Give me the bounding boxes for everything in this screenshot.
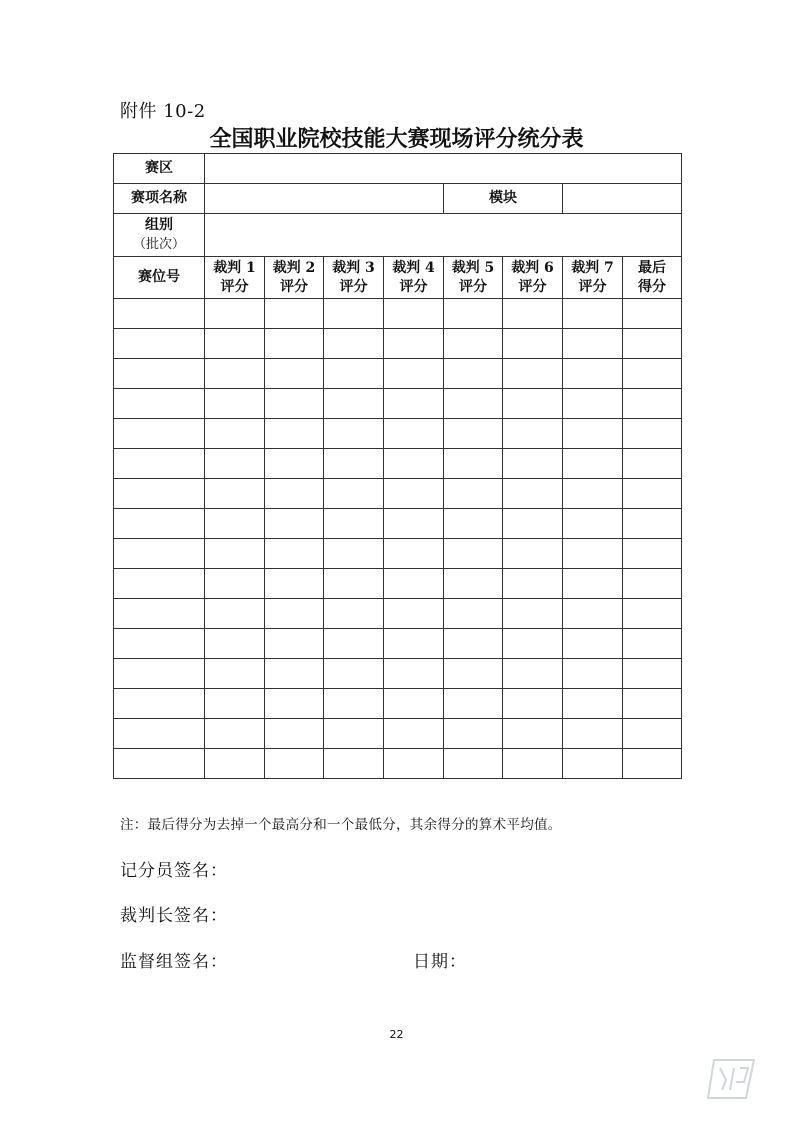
final-score-cell[interactable] — [623, 539, 682, 569]
judge-score-cell[interactable] — [324, 329, 384, 359]
judge-score-cell[interactable] — [503, 659, 563, 689]
judge-score-cell[interactable] — [444, 359, 503, 389]
judge-score-cell[interactable] — [503, 389, 563, 419]
judge-score-cell[interactable] — [503, 749, 563, 779]
judge-score-cell[interactable] — [444, 479, 503, 509]
judge-header-line2: 评分 — [280, 278, 308, 295]
seat-number-cell[interactable] — [114, 329, 205, 359]
score-row — [114, 629, 682, 659]
judge-score-cell[interactable] — [205, 599, 265, 629]
judge-score-cell[interactable] — [503, 509, 563, 539]
page-number: 22 — [389, 1028, 404, 1041]
final-score-cell[interactable] — [623, 689, 682, 719]
module-label: 模块 — [444, 184, 563, 214]
judge-score-cell[interactable] — [563, 449, 623, 479]
score-row — [114, 569, 682, 599]
judge-score-cell[interactable] — [265, 539, 324, 569]
judge-score-cell[interactable] — [265, 329, 324, 359]
final-score-cell[interactable] — [623, 359, 682, 389]
judge-score-cell[interactable] — [205, 539, 265, 569]
judge-score-cell[interactable] — [205, 659, 265, 689]
judge-score-cell[interactable] — [265, 479, 324, 509]
score-row — [114, 719, 682, 749]
document-title: 全国职业院校技能大赛现场评分统分表 — [209, 127, 584, 152]
seat-number-cell[interactable] — [114, 659, 205, 689]
final-score-cell[interactable] — [623, 659, 682, 689]
judge-header-line1: 裁判 5 — [451, 259, 495, 276]
judge-score-cell[interactable] — [324, 749, 384, 779]
judge-score-cell[interactable] — [563, 659, 623, 689]
judge-score-cell[interactable] — [384, 599, 444, 629]
judge-score-cell[interactable] — [563, 749, 623, 779]
judge-score-cell[interactable] — [265, 599, 324, 629]
score-row — [114, 749, 682, 779]
judge-score-cell[interactable] — [503, 629, 563, 659]
score-row — [114, 599, 682, 629]
judge-score-cell[interactable] — [265, 389, 324, 419]
judge-score-cell[interactable] — [384, 539, 444, 569]
judge-score-cell[interactable] — [444, 419, 503, 449]
judge-score-cell[interactable] — [265, 569, 324, 599]
final-score-cell[interactable] — [623, 419, 682, 449]
judge-score-cell[interactable] — [205, 689, 265, 719]
judge-score-cell[interactable] — [265, 419, 324, 449]
judge-score-cell[interactable] — [384, 569, 444, 599]
judge-score-cell[interactable] — [563, 359, 623, 389]
attachment-label: 附件 10-2 — [120, 101, 206, 122]
supervisor-signature-label: 监督组签名： — [120, 952, 228, 972]
judge-score-cell[interactable] — [324, 629, 384, 659]
judge-score-cell[interactable] — [563, 539, 623, 569]
final-score-header — [623, 257, 682, 299]
judge-score-cell[interactable] — [503, 569, 563, 599]
final-score-cell[interactable] — [623, 479, 682, 509]
judge-score-cell[interactable] — [563, 389, 623, 419]
judge-header-5 — [444, 257, 503, 299]
judge-score-cell[interactable] — [444, 509, 503, 539]
judge-header-4 — [384, 257, 444, 299]
seat-number-cell[interactable] — [114, 629, 205, 659]
watermark-logo-icon — [704, 1048, 768, 1112]
area-row — [114, 154, 682, 184]
seat-number-cell[interactable] — [114, 719, 205, 749]
score-row — [114, 419, 682, 449]
judge-header-6 — [503, 257, 563, 299]
judge-score-cell[interactable] — [503, 599, 563, 629]
judge-score-cell[interactable] — [384, 509, 444, 539]
final-header-line1: 最后 — [638, 259, 666, 276]
seat-number-header: 赛位号 — [114, 257, 205, 299]
final-score-cell[interactable] — [623, 329, 682, 359]
score-row — [114, 689, 682, 719]
judge-score-cell[interactable] — [324, 389, 384, 419]
judge-score-cell[interactable] — [444, 659, 503, 689]
judge-score-cell[interactable] — [324, 689, 384, 719]
group-input-cell[interactable] — [205, 214, 682, 257]
judge-score-cell[interactable] — [563, 509, 623, 539]
final-score-cell[interactable] — [623, 749, 682, 779]
judge-score-cell[interactable] — [444, 749, 503, 779]
judge-score-cell[interactable] — [205, 419, 265, 449]
judge-score-cell[interactable] — [384, 629, 444, 659]
judge-score-cell[interactable] — [265, 359, 324, 389]
score-row — [114, 359, 682, 389]
score-row — [114, 479, 682, 509]
judge-score-cell[interactable] — [205, 509, 265, 539]
judge-header-1 — [205, 257, 265, 299]
final-score-cell[interactable] — [623, 599, 682, 629]
seat-number-cell[interactable] — [114, 479, 205, 509]
judge-score-cell[interactable] — [384, 389, 444, 419]
seat-number-cell[interactable] — [114, 689, 205, 719]
judge-score-cell[interactable] — [384, 659, 444, 689]
judge-score-cell[interactable] — [563, 719, 623, 749]
judge-header-line1: 裁判 3 — [332, 259, 375, 276]
judge-score-cell[interactable] — [384, 419, 444, 449]
judge-score-cell[interactable] — [205, 749, 265, 779]
judge-score-cell[interactable] — [503, 479, 563, 509]
judge-score-cell[interactable] — [384, 299, 444, 329]
score-row — [114, 299, 682, 329]
judge-score-cell[interactable] — [503, 299, 563, 329]
judge-score-cell[interactable] — [205, 329, 265, 359]
judge-score-cell[interactable] — [265, 659, 324, 689]
judge-score-cell[interactable] — [563, 599, 623, 629]
area-input-cell[interactable] — [205, 154, 682, 184]
judge-score-cell[interactable] — [444, 539, 503, 569]
judge-header-line2: 评分 — [399, 278, 428, 295]
seat-number-cell[interactable] — [114, 569, 205, 599]
judge-score-cell[interactable] — [384, 479, 444, 509]
group-label-cell — [114, 214, 205, 257]
final-header-line2: 得分 — [638, 278, 666, 295]
judge-score-cell[interactable] — [265, 449, 324, 479]
judge-score-cell[interactable] — [444, 599, 503, 629]
judge-score-cell[interactable] — [563, 479, 623, 509]
judge-score-cell[interactable] — [563, 329, 623, 359]
judge-score-cell[interactable] — [205, 449, 265, 479]
judge-score-cell[interactable] — [324, 479, 384, 509]
judge-score-cell[interactable] — [503, 419, 563, 449]
event-name-label: 赛项名称 — [114, 184, 205, 214]
judge-header-7 — [563, 257, 623, 299]
seat-number-cell[interactable] — [114, 419, 205, 449]
judge-score-cell[interactable] — [205, 719, 265, 749]
judge-score-cell[interactable] — [503, 359, 563, 389]
judge-score-cell[interactable] — [503, 719, 563, 749]
area-label: 赛区 — [114, 154, 205, 184]
judge-header-3 — [324, 257, 384, 299]
final-score-cell[interactable] — [623, 569, 682, 599]
judge-score-cell[interactable] — [384, 719, 444, 749]
judge-header-line2: 评分 — [459, 278, 487, 295]
judge-score-cell[interactable] — [503, 329, 563, 359]
judge-score-cell[interactable] — [265, 629, 324, 659]
scorer-signature-label: 记分员签名： — [120, 861, 228, 881]
judge-header-line1: 裁判 4 — [392, 259, 435, 276]
group-label: 组别 — [145, 217, 173, 233]
judge-score-cell[interactable] — [444, 629, 503, 659]
judge-score-cell[interactable] — [444, 689, 503, 719]
judge-score-cell[interactable] — [324, 299, 384, 329]
seat-number-cell[interactable] — [114, 449, 205, 479]
judge-header-line1: 裁判 2 — [272, 259, 316, 276]
final-score-cell[interactable] — [623, 449, 682, 479]
seat-number-cell[interactable] — [114, 299, 205, 329]
judge-score-cell[interactable] — [265, 509, 324, 539]
score-table — [113, 153, 682, 779]
column-header-row — [114, 257, 682, 299]
judge-score-cell[interactable] — [205, 569, 265, 599]
seat-number-cell[interactable] — [114, 599, 205, 629]
judge-score-cell[interactable] — [265, 299, 324, 329]
judge-header-line1: 裁判 7 — [571, 259, 614, 276]
date-label: 日期： — [413, 952, 467, 972]
score-row — [114, 509, 682, 539]
judge-score-cell[interactable] — [503, 449, 563, 479]
final-score-cell[interactable] — [623, 389, 682, 419]
judge-score-cell[interactable] — [563, 419, 623, 449]
judge-score-cell[interactable] — [563, 299, 623, 329]
score-row — [114, 539, 682, 569]
judge-header-line1: 裁判 6 — [511, 259, 554, 276]
seat-number-cell[interactable] — [114, 389, 205, 419]
event-row — [114, 184, 682, 214]
final-score-cell[interactable] — [623, 719, 682, 749]
judge-score-cell[interactable] — [205, 299, 265, 329]
judge-score-cell[interactable] — [205, 389, 265, 419]
seat-number-cell[interactable] — [114, 359, 205, 389]
final-score-cell[interactable] — [623, 629, 682, 659]
judge-score-cell[interactable] — [205, 359, 265, 389]
judge-score-cell[interactable] — [384, 359, 444, 389]
judge-header-line2: 评分 — [578, 278, 607, 295]
judge-score-cell[interactable] — [563, 569, 623, 599]
judge-score-cell[interactable] — [444, 569, 503, 599]
seat-number-cell[interactable] — [114, 509, 205, 539]
judge-score-cell[interactable] — [324, 419, 384, 449]
footnote: 注：最后得分为去掉一个最高分和一个最低分，其余得分的算术平均值。 — [120, 817, 562, 833]
judge-score-cell[interactable] — [265, 719, 324, 749]
batch-label: （批次） — [132, 237, 185, 252]
judge-score-cell[interactable] — [265, 749, 324, 779]
judge-score-cell[interactable] — [384, 689, 444, 719]
judge-score-cell[interactable] — [265, 689, 324, 719]
judge-score-cell[interactable] — [503, 539, 563, 569]
judge-header-line2: 评分 — [339, 278, 368, 295]
judge-score-cell[interactable] — [563, 689, 623, 719]
score-row — [114, 389, 682, 419]
judge-score-cell[interactable] — [324, 359, 384, 389]
judge-score-cell[interactable] — [444, 329, 503, 359]
judge-score-cell[interactable] — [444, 719, 503, 749]
event-name-input-cell[interactable] — [205, 184, 444, 214]
judge-score-cell[interactable] — [205, 479, 265, 509]
judge-score-cell[interactable] — [324, 659, 384, 689]
judge-score-cell[interactable] — [563, 629, 623, 659]
seat-number-cell[interactable] — [114, 539, 205, 569]
judge-score-cell[interactable] — [324, 599, 384, 629]
judge-score-cell[interactable] — [324, 719, 384, 749]
judge-score-cell[interactable] — [324, 449, 384, 479]
final-score-cell[interactable] — [623, 299, 682, 329]
module-input-cell[interactable] — [563, 184, 682, 214]
judge-score-cell[interactable] — [444, 389, 503, 419]
score-row — [114, 329, 682, 359]
judge-score-cell[interactable] — [384, 449, 444, 479]
judge-score-cell[interactable] — [324, 539, 384, 569]
final-score-cell[interactable] — [623, 509, 682, 539]
chief-judge-signature-label: 裁判长签名： — [120, 906, 228, 926]
judge-score-cell[interactable] — [324, 509, 384, 539]
judge-score-cell[interactable] — [324, 569, 384, 599]
judge-header-2 — [265, 257, 324, 299]
judge-score-cell[interactable] — [444, 449, 503, 479]
judge-header-line2: 评分 — [518, 278, 547, 295]
judge-score-cell[interactable] — [444, 299, 503, 329]
judge-score-cell[interactable] — [384, 749, 444, 779]
judge-header-line2: 评分 — [220, 278, 249, 295]
score-row — [114, 659, 682, 689]
judge-score-cell[interactable] — [205, 629, 265, 659]
judge-header-line1: 裁判 1 — [213, 259, 256, 276]
score-row — [114, 449, 682, 479]
judge-score-cell[interactable] — [384, 329, 444, 359]
group-row — [114, 214, 682, 257]
judge-score-cell[interactable] — [503, 689, 563, 719]
seat-number-cell[interactable] — [114, 749, 205, 779]
